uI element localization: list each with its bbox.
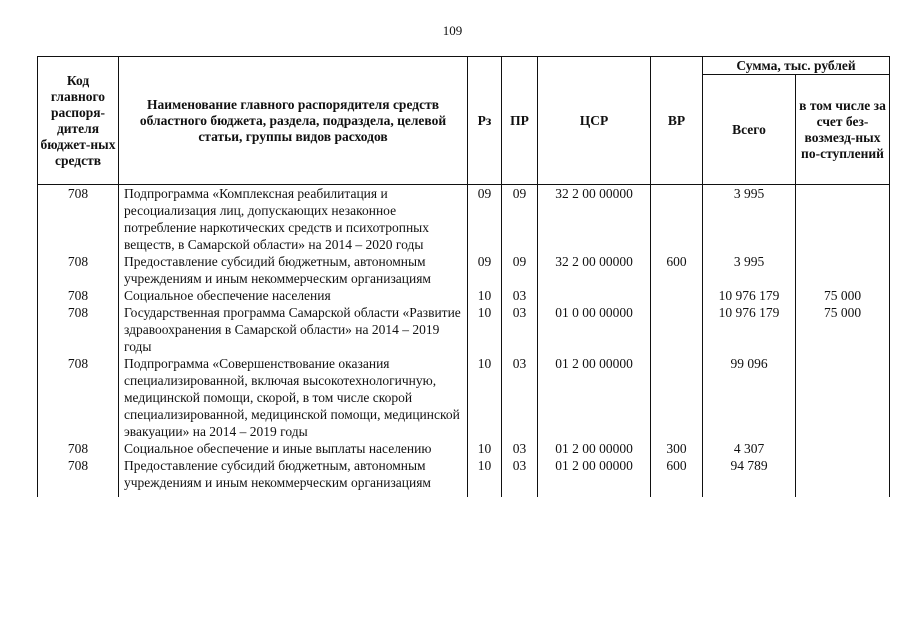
cell-pr: 03 [502, 457, 538, 497]
cell-rz: 09 [468, 185, 502, 254]
table-header [38, 57, 890, 185]
table-row [38, 287, 890, 304]
cell-free-receipts [796, 457, 890, 497]
cell-code: 708 [38, 457, 119, 497]
page-number: 109 [442, 23, 463, 38]
cell-csr: 32 2 00 00000 [538, 185, 651, 254]
header-name: Наименование главного распорядителя средств областного бюджета, раздела, подраздела, целевой статьи, группы видов расходов [119, 57, 468, 185]
cell-vr [651, 304, 703, 355]
cell-name: Социальное обеспечение и иные выплаты населению [119, 440, 468, 457]
cell-vr [651, 287, 703, 304]
cell-free-receipts [796, 253, 890, 287]
header-vr: ВР [651, 57, 703, 185]
cell-vr [651, 185, 703, 254]
cell-csr: 01 2 00 00000 [538, 355, 651, 440]
cell-csr: 01 2 00 00000 [538, 440, 651, 457]
cell-free-receipts: 75 000 [796, 287, 890, 304]
cell-csr: 01 0 00 00000 [538, 304, 651, 355]
table-row [38, 253, 890, 287]
cell-free-receipts [796, 355, 890, 440]
cell-rz: 09 [468, 253, 502, 287]
header-total: Всего [703, 75, 796, 185]
header-rz: Рз [468, 57, 502, 185]
cell-total: 99 096 [703, 355, 796, 440]
table-body [38, 185, 890, 498]
cell-free-receipts [796, 185, 890, 254]
cell-code: 708 [38, 355, 119, 440]
cell-total: 10 976 179 [703, 287, 796, 304]
cell-pr: 03 [502, 287, 538, 304]
cell-name: Социальное обеспечение населения [119, 287, 468, 304]
cell-csr [538, 287, 651, 304]
cell-total: 3 995 [703, 253, 796, 287]
cell-csr: 01 2 00 00000 [538, 457, 651, 497]
cell-rz: 10 [468, 457, 502, 497]
table-row [38, 440, 890, 457]
cell-pr: 03 [502, 440, 538, 457]
cell-name: Предоставление субсидий бюджетным, автономным учреждениям и иным некоммерческим организациям [119, 253, 468, 287]
cell-vr: 600 [651, 457, 703, 497]
header-csr: ЦСР [538, 57, 651, 185]
cell-rz: 10 [468, 440, 502, 457]
header-free-receipts: в том числе за счет без-возмезд-ных по-ступлений [796, 75, 890, 185]
cell-code: 708 [38, 287, 119, 304]
cell-free-receipts: 75 000 [796, 304, 890, 355]
cell-csr: 32 2 00 00000 [538, 253, 651, 287]
cell-name: Государственная программа Самарской области «Развитие здравоохранения в Самарской области» на 2014 – 2019 годы [119, 304, 468, 355]
cell-free-receipts [796, 440, 890, 457]
header-sum-group: Сумма, тыс. рублей [703, 57, 890, 75]
header-pr: ПР [502, 57, 538, 185]
cell-vr: 300 [651, 440, 703, 457]
cell-pr: 09 [502, 185, 538, 254]
table-row [38, 304, 890, 355]
cell-vr: 600 [651, 253, 703, 287]
cell-name: Предоставление субсидий бюджетным, автономным учреждениям и иным некоммерческим организациям [119, 457, 468, 497]
cell-rz: 10 [468, 287, 502, 304]
cell-code: 708 [38, 440, 119, 457]
cell-total: 4 307 [703, 440, 796, 457]
cell-name: Подпрограмма «Совершенствование оказания специализированной, включая высокотехнологичную, медицинской помощи, скорой, в том числе скорой специализированной, медицинской помощи, медицинской эвакуации» на 2014 – 2019 годы [119, 355, 468, 440]
cell-code: 708 [38, 304, 119, 355]
cell-pr: 03 [502, 355, 538, 440]
cell-total: 10 976 179 [703, 304, 796, 355]
cell-rz: 10 [468, 355, 502, 440]
cell-name: Подпрограмма «Комплексная реабилитация и ресоциализация лиц, допускающих незаконное потребление наркотических средств и психотропных веществ, в Самарской области» на 2014 – 2020 годы [119, 185, 468, 254]
table-row [38, 185, 890, 254]
cell-total: 3 995 [703, 185, 796, 254]
cell-code: 708 [38, 253, 119, 287]
cell-vr [651, 355, 703, 440]
cell-total: 94 789 [703, 457, 796, 497]
cell-rz: 10 [468, 304, 502, 355]
cell-code: 708 [38, 185, 119, 254]
budget-table [37, 56, 890, 497]
cell-pr: 03 [502, 304, 538, 355]
table-row [38, 355, 890, 440]
table-row [38, 457, 890, 497]
header-code: Код главного распоря-дителя бюджет-ных средств [38, 57, 119, 185]
cell-pr: 09 [502, 253, 538, 287]
